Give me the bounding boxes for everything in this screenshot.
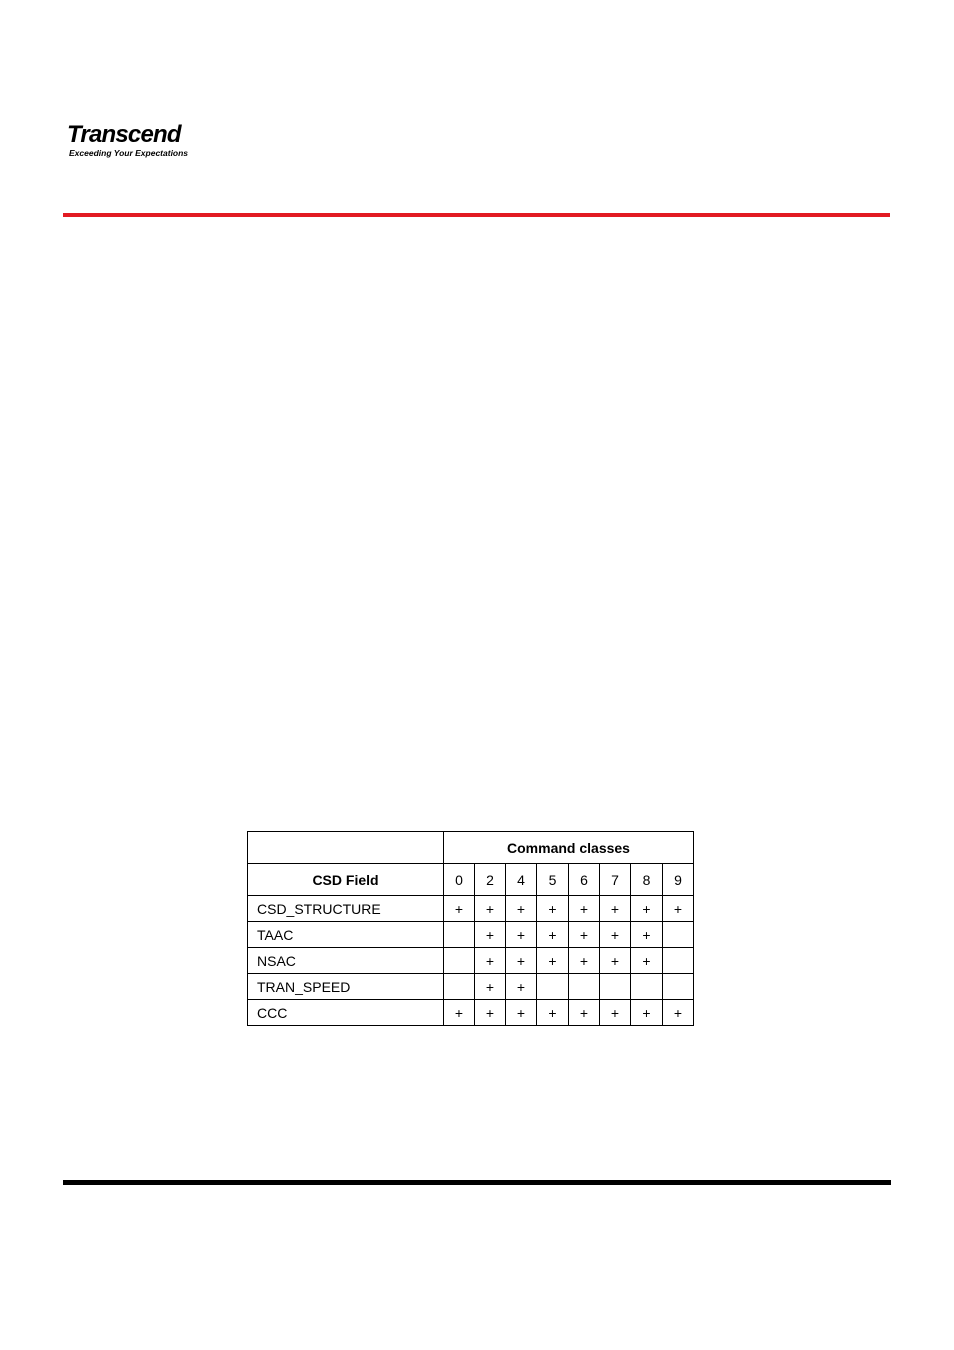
class-mark-cell: + bbox=[506, 1000, 537, 1026]
csd-field-name: TAAC bbox=[248, 922, 444, 948]
class-mark-cell bbox=[663, 974, 694, 1000]
class-mark-cell: + bbox=[569, 896, 600, 922]
csd-field-name: TRAN_SPEED bbox=[248, 974, 444, 1000]
class-mark-cell: + bbox=[600, 922, 631, 948]
class-mark-cell: + bbox=[569, 922, 600, 948]
footer-divider bbox=[63, 1180, 891, 1185]
class-mark-cell: + bbox=[475, 1000, 506, 1026]
class-mark-cell bbox=[444, 922, 475, 948]
class-mark-cell bbox=[600, 974, 631, 1000]
table-body bbox=[248, 896, 694, 1026]
csd-command-class-table bbox=[247, 831, 694, 1026]
csd-field-name: CSD_STRUCTURE bbox=[248, 896, 444, 922]
logo-brand-name: Transcend bbox=[67, 121, 181, 148]
table-header-row bbox=[248, 832, 694, 864]
class-mark-cell: + bbox=[475, 948, 506, 974]
class-mark-cell: + bbox=[444, 1000, 475, 1026]
table-row bbox=[248, 948, 694, 974]
class-mark-cell: + bbox=[444, 896, 475, 922]
class-mark-cell bbox=[444, 974, 475, 1000]
transcend-logo bbox=[67, 122, 188, 159]
class-mark-cell: + bbox=[569, 1000, 600, 1026]
csd-field-name: CCC bbox=[248, 1000, 444, 1026]
logo-tagline: Exceeding Your Expectations bbox=[69, 148, 189, 158]
class-mark-cell: + bbox=[506, 922, 537, 948]
header-divider bbox=[63, 213, 890, 217]
class-number-7: 7 bbox=[600, 864, 631, 896]
class-mark-cell: + bbox=[631, 1000, 663, 1026]
class-number-9: 9 bbox=[663, 864, 694, 896]
empty-corner-cell bbox=[248, 832, 444, 864]
class-mark-cell: + bbox=[663, 896, 694, 922]
class-mark-cell: + bbox=[506, 948, 537, 974]
table-row bbox=[248, 922, 694, 948]
class-mark-cell bbox=[569, 974, 600, 1000]
class-number-6: 6 bbox=[569, 864, 600, 896]
class-mark-cell: + bbox=[506, 896, 537, 922]
class-mark-cell: + bbox=[537, 948, 569, 974]
class-mark-cell bbox=[537, 974, 569, 1000]
csd-field-header: CSD Field bbox=[248, 864, 444, 896]
class-mark-cell bbox=[663, 948, 694, 974]
table-row bbox=[248, 1000, 694, 1026]
class-mark-cell: + bbox=[537, 896, 569, 922]
class-mark-cell: + bbox=[600, 1000, 631, 1026]
class-mark-cell: + bbox=[631, 896, 663, 922]
class-mark-cell: + bbox=[600, 896, 631, 922]
class-mark-cell: + bbox=[631, 948, 663, 974]
class-mark-cell: + bbox=[569, 948, 600, 974]
class-mark-cell: + bbox=[663, 1000, 694, 1026]
class-mark-cell: + bbox=[506, 974, 537, 1000]
class-mark-cell: + bbox=[475, 922, 506, 948]
class-mark-cell: + bbox=[475, 896, 506, 922]
class-number-5: 5 bbox=[537, 864, 569, 896]
class-number-8: 8 bbox=[631, 864, 663, 896]
class-mark-cell bbox=[444, 948, 475, 974]
class-number-4: 4 bbox=[506, 864, 537, 896]
class-mark-cell bbox=[631, 974, 663, 1000]
class-number-2: 2 bbox=[475, 864, 506, 896]
csd-field-name: NSAC bbox=[248, 948, 444, 974]
class-mark-cell: + bbox=[537, 1000, 569, 1026]
table-row bbox=[248, 896, 694, 922]
class-mark-cell: + bbox=[600, 948, 631, 974]
class-mark-cell: + bbox=[631, 922, 663, 948]
class-number-0: 0 bbox=[444, 864, 475, 896]
class-number-row bbox=[248, 864, 694, 896]
class-mark-cell: + bbox=[537, 922, 569, 948]
command-classes-header: Command classes bbox=[444, 832, 694, 864]
class-mark-cell bbox=[663, 922, 694, 948]
table-row bbox=[248, 974, 694, 1000]
class-mark-cell: + bbox=[475, 974, 506, 1000]
